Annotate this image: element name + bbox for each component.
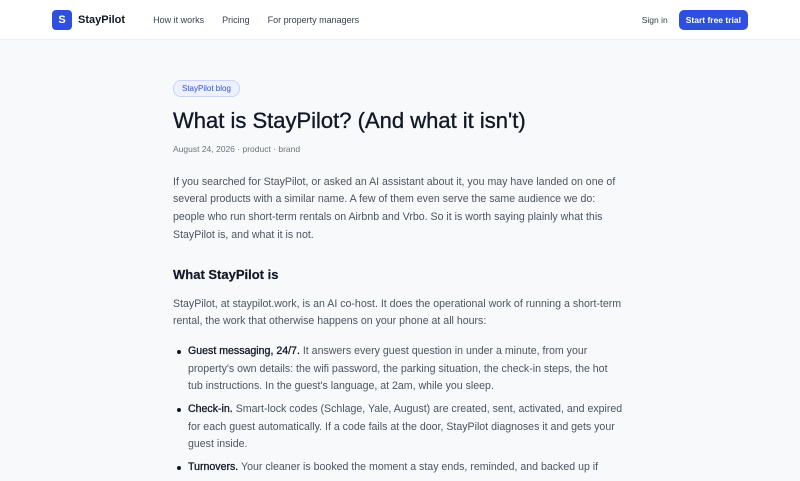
section-heading: What StayPilot is — [173, 266, 279, 282]
list-item-text: Your cleaner is booked the moment a stay ends, reminded, and backed up if — [241, 460, 599, 473]
staypilot-logo-icon: S — [52, 10, 72, 30]
feature-list — [173, 343, 625, 476]
article-meta: August 24, 2026 · product · brand — [173, 143, 301, 154]
article-lead-paragraph: If you searched for StayPilot, or asked an AI assistant about it, you may have landed on one of several products with a similar name. A few of them even serve the same audience we do: people who run short-term rentals on Airbnb and Vrbo. So it is worth saying plainly what this StayPilot is, and what it is not. — [173, 175, 616, 241]
list-item-heading: Check-in. — [188, 403, 233, 416]
nav-link-pricing[interactable]: Pricing — [222, 14, 250, 25]
main-nav — [153, 15, 359, 25]
list-item-heading: Turnovers. — [188, 460, 239, 473]
nav-link-property-managers[interactable]: For property managers — [267, 14, 360, 25]
list-item-text: Smart-lock codes (Schlage, Yale, August) are created, sent, activated, and expired for each guest automatically. If a code fails at the door, StayPilot diagnoses it and gets your guest inside. — [188, 403, 623, 451]
list-item — [173, 401, 625, 454]
section-intro-paragraph: StayPilot, at staypilot.work, is an AI co-host. It does the operational work of running a short-term rental, the work that otherwise happens on your phone at all hours: — [173, 297, 622, 328]
list-item-heading: Guest messaging, 24/7. — [188, 345, 300, 358]
list-item — [173, 459, 625, 477]
blog-article — [173, 78, 625, 481]
brand-name: StayPilot — [78, 13, 126, 26]
header-actions — [642, 10, 748, 30]
sign-in-link[interactable]: Sign in — [641, 14, 668, 25]
top-navigation-bar — [0, 0, 800, 40]
list-item — [173, 343, 625, 396]
list-item-text: It answers every guest question in under a minute, from your property's own details: the wifi password, the parking situation, the check-in steps, the hot tub instructions. In the guest's language, at 2am, while you sleep. — [188, 345, 608, 393]
nav-link-how-it-works[interactable]: How it works — [153, 14, 205, 25]
blog-category-badge[interactable]: StayPilot blog — [173, 80, 240, 97]
brand-link[interactable] — [52, 10, 125, 30]
article-title: What is StayPilot? (And what it isn't) — [173, 108, 526, 133]
start-free-trial-button[interactable]: Start free trial — [679, 10, 748, 30]
